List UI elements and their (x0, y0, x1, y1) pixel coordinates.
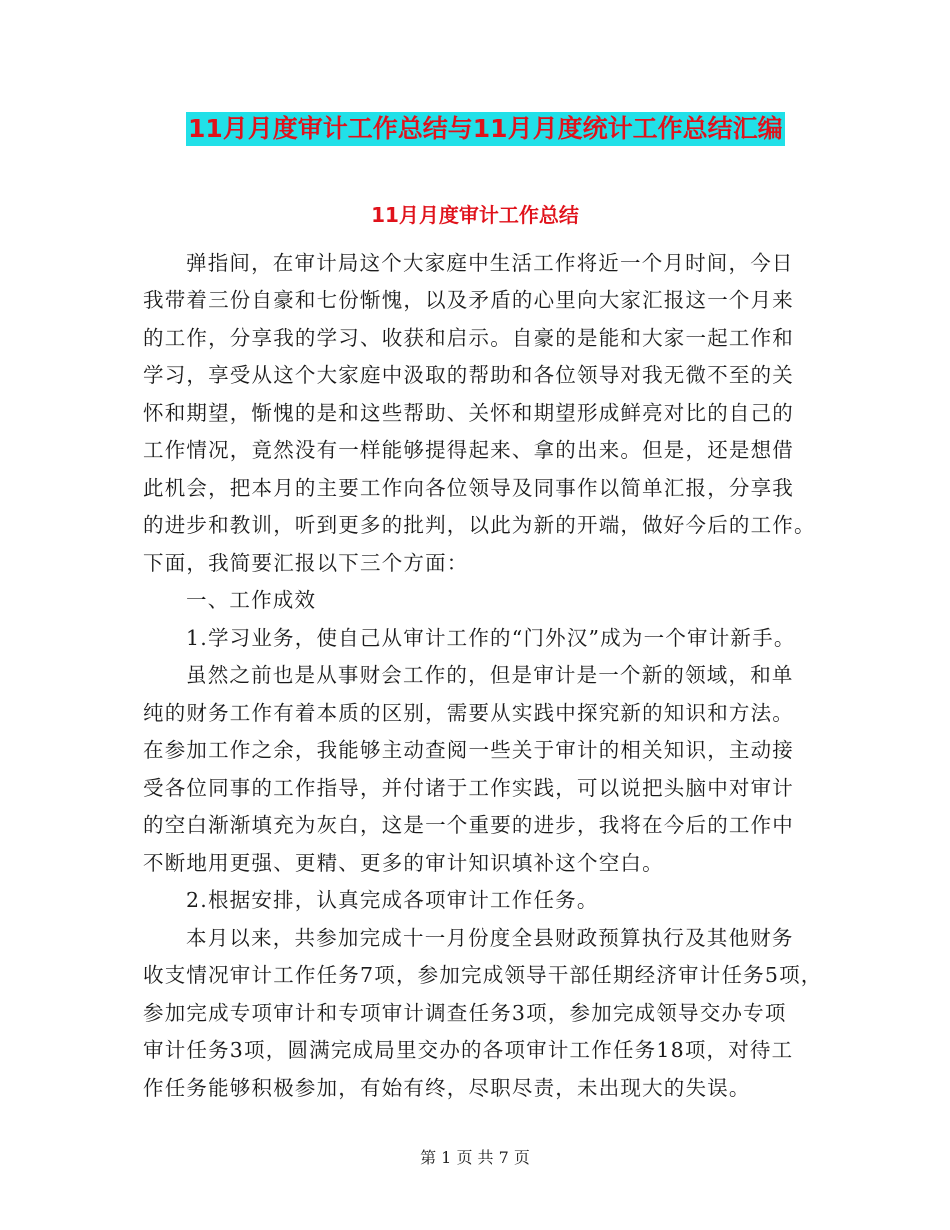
document-title: 11月月度审计工作总结与11月月度统计工作总结汇编 (186, 112, 785, 146)
paragraph-line: 的进步和教训，听到更多的批判，以此为新的开端，做好今后的工作。 (143, 513, 816, 537)
section-title: 11月月度审计工作总结 (371, 203, 579, 227)
paragraph-line: 不断地用更强、更精、更多的审计知识填补这个空白。 (143, 851, 664, 875)
paragraph-line: 本月以来，共参加完成十一月份度全县财政预算执行及其他财务 (186, 926, 794, 950)
heading-line: 1.学习业务，使自己从审计工作的“门外汉”成为一个审计新手。 (186, 626, 796, 650)
paragraph-line: 下面，我简要汇报以下三个方面： (143, 551, 469, 575)
paragraph-line: 作任务能够积极参加，有始有终，尽职尽责，未出现大的失误。 (143, 1076, 751, 1100)
paragraph-line: 的工作，分享我的学习、收获和启示。自豪的是能和大家一起工作和 (143, 326, 794, 350)
paragraph-line: 审计任务3项，圆满完成局里交办的各项审计工作任务18项，对待工 (143, 1038, 794, 1062)
paragraph-line: 的空白渐渐填充为灰白，这是一个重要的进步，我将在今后的工作中 (143, 813, 794, 837)
page-footer: 第 1 页 共 7 页 (420, 1148, 530, 1167)
heading-line: 一、工作成效 (186, 588, 317, 612)
heading-line: 2.根据安排，认真完成各项审计工作任务。 (186, 888, 599, 912)
paragraph-line: 虽然之前也是从事财会工作的，但是审计是一个新的领域，和单 (186, 663, 794, 687)
paragraph-line: 纯的财务工作有着本质的区别，需要从实践中探究新的知识和方法。 (143, 701, 794, 725)
paragraph-line: 怀和期望，惭愧的是和这些帮助、关怀和期望形成鲜亮对比的自己的 (143, 401, 794, 425)
paragraph-line: 弹指间，在审计局这个大家庭中生活工作将近一个月时间，今日 (186, 251, 794, 275)
paragraph-line: 受各位同事的工作指导，并付诸于工作实践，可以说把头脑中对审计 (143, 776, 794, 800)
paragraph-line: 收支情况审计工作任务7项，参加完成领导干部任期经济审计任务5项， (143, 963, 823, 987)
paragraph-line: 工作情况，竟然没有一样能够提得起来、拿的出来。但是，还是想借 (143, 438, 794, 462)
paragraph-line: 参加完成专项审计和专项审计调查任务3项，参加完成领导交办专项 (143, 1001, 787, 1025)
paragraph-line: 此机会，把本月的主要工作向各位领导及同事作以简单汇报，分享我 (143, 476, 794, 500)
paragraph-line: 在参加工作之余，我能够主动查阅一些关于审计的相关知识，主动接 (143, 738, 794, 762)
paragraph-line: 学习，享受从这个大家庭中汲取的帮助和各位领导对我无微不至的关 (143, 363, 794, 387)
paragraph-line: 我带着三份自豪和七份惭愧，以及矛盾的心里向大家汇报这一个月来 (143, 288, 794, 312)
